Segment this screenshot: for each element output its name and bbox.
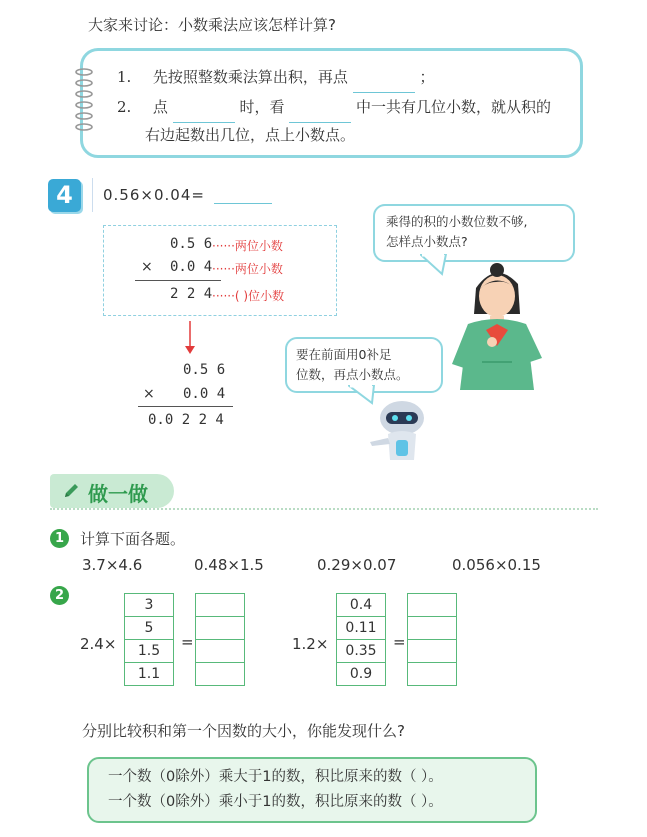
q2-right-value: 0.9 [336,663,386,686]
section-title: 做一做 [88,482,148,506]
pencil-icon [62,482,80,500]
step-1-blank[interactable] [353,62,415,93]
q2-left-values [124,593,174,686]
q1-problem-1: 3.7×4.6 [82,556,143,574]
q2-right-answer-cell[interactable] [407,663,457,686]
q2-right-answer-cell[interactable] [407,617,457,640]
step-2-blank-2[interactable] [289,92,351,123]
girl-bubble-line2: 怎样点小数点? [386,234,468,249]
step-2-line2: 右边起数出几位，点上小数点。 [145,126,356,144]
v1-row3-note: ······( )位小数 [212,289,285,303]
v2-times-sign: × [143,386,155,402]
q2-left-answer-cell[interactable] [195,663,245,686]
step-2 [117,92,567,123]
example-equation: 0.56×0.04= [103,186,205,204]
robot-bubble-line2: 位数，再点小数点。 [296,367,409,382]
robot-bubble-line1: 要在前面用0补足 [296,347,392,362]
q2-left-answer-cell[interactable] [195,593,245,617]
q2-left-answer-cell[interactable] [195,617,245,640]
q2-left-value: 5 [124,617,174,640]
step-1-text: 先按照整数乘法算出积，再点 [152,68,348,86]
conclusion-2: 一个数（0除外）乘小于1的数，积比原来的数（ ）。 [108,794,443,810]
spiral-binding [72,66,96,142]
example-number-badge: 4 [48,179,81,212]
v2-row3: 0.0 2 2 4 [148,412,224,428]
v1-row3: 2 2 4 [170,286,213,302]
v2-row2: 0.0 4 [183,386,226,402]
q2-right-answer-cell[interactable] [407,640,457,663]
discussion-prompt: 大家来讨论：小数乘法应该怎样计算? [88,16,336,34]
girl-illustration [446,258,546,390]
q2-right-value: 0.4 [336,593,386,617]
v1-rule [135,280,221,281]
q2-left-equals: = [181,633,194,651]
q2-right-answer-cell[interactable] [407,593,457,617]
q1-problem-3: 0.29×0.07 [317,556,397,574]
down-arrow-icon [183,321,197,355]
step-1-end: ； [419,68,435,86]
v1-row1: 0.5 6 [170,236,213,252]
example-answer-blank[interactable] [214,186,272,204]
q2-right-values [336,593,386,686]
q1-number: 1 [50,529,69,548]
q1-text: 计算下面各题。 [80,530,186,548]
girl-bubble-text [386,212,527,252]
q2-number: 2 [50,586,69,605]
q2-right-value: 0.35 [336,640,386,663]
q1-problem-4: 0.056×0.15 [452,556,541,574]
q2-left-answers [195,593,245,686]
q2-left-value: 1.1 [124,663,174,686]
step-2-num: 2. [117,98,132,116]
q2-left-value: 1.5 [124,640,174,663]
section-divider [50,508,598,510]
step-1-num: 1. [117,68,132,86]
q1-problem-2: 0.48×1.5 [194,556,264,574]
robot-illustration [366,398,432,464]
q2-right-value: 0.11 [336,617,386,640]
q2-left-value: 3 [124,593,174,617]
step-2-blank-1[interactable] [173,92,235,123]
step-1 [117,62,567,93]
step-2-text-b: 时，看 [239,98,285,116]
robot-bubble-text [296,345,409,385]
v1-row2-note: ······两位小数 [212,262,283,276]
q2-left-multiplier: 2.4× [80,635,117,653]
v1-row1-note: ······两位小数 [212,239,283,253]
v2-rule [138,406,233,407]
v2-row1: 0.5 6 [183,362,226,378]
compare-question: 分别比较积和第一个因数的大小，你能发现什么? [82,722,405,740]
conclusions [108,765,443,815]
girl-bubble-line1: 乘得的积的小数位数不够, [386,214,528,229]
conclusion-1: 一个数（0除外）乘大于1的数，积比原来的数（ ）。 [108,769,443,785]
q2-right-answers [407,593,457,686]
v1-row2: 0.0 4 [170,259,213,275]
v1-times-sign: × [141,259,153,275]
q2-left-answer-cell[interactable] [195,640,245,663]
step-2-text-c: 中一共有几位小数，就从积的 [356,98,552,116]
step-2-text-a: 点 [152,98,168,116]
q2-right-equals: = [393,633,406,651]
q2-right-multiplier: 1.2× [292,635,329,653]
